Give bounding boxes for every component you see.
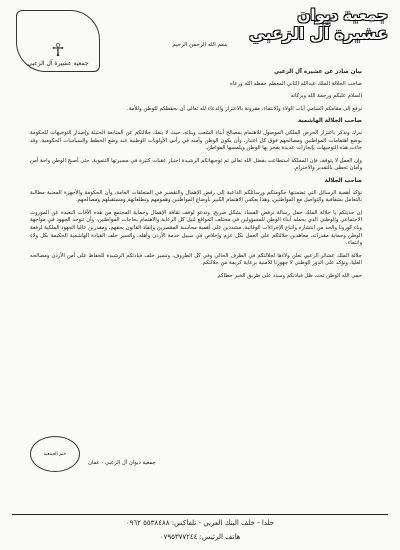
footer-divider [12,514,388,515]
paragraph-6: جلالة الملك عشائر الزعبي تعلن ولاءها لجلالتكم في الظرف الحالي وفي كل الظروف، وتسير خلف قيادتكم الرشيدة للحفاظ على أمن الأردن ومصالحه العليا، وتؤكد على الدور الوطني لا جهوزنا للأمنية برعاية كريمة من جلالتكم. [30,252,362,267]
letterhead-footer [12,516,388,544]
heading-1: صاحب الجلالة الهاشمية [298,118,362,125]
logo-emblem-icon: ☥ [51,40,65,61]
association-stamp [30,436,80,472]
paragraph-3: وإن العمل لا يتوقف فإن المملكة استطاعت بفضل الله تعالى ثم توجيهاتكم الرشيدة اجتياز عقبات كثيرة في مسيرتها التنموية، حتى أصبح الوطن واحة أمن وأمان تحظى بالتقدير والاحترام. [30,157,362,172]
logo-caption: جمعية عشيرة آل الزعبي [27,60,89,67]
paragraph-2: نبرك ونذكر باعتزاز الحرص الملكي الموصول للاهتمام بمصالح أبناء الشعب وبنائه، حيث لا ينفك جلالتكم عن المتابعة الحثيثة وإصدار التوجيهات للحكومة بوضع اهتمامات المواطنين ومصالحهم فوق كل اعتبار، وأن يكون الوطن وأمنه في رأس الأولويات الوطنية عند وضع الخطط والسياسات الحكومية، وقد جاءت هذه التوجيهات بإنجازات عديدة يفخر بها الوطن ويلمسها المواطن. [30,129,362,152]
letterhead-line-2: عشيرة آل الزعبي [249,24,388,43]
letter-body [30,66,362,285]
closing-line: حمى الله الوطن تحت ظل قيادتكم وسدد على طريق الخير خطاكم [217,272,362,279]
paragraph-4: نؤكد أهمية الرسائل التي تضمنتها حكومتكم ورسائلكم الداعية إلى رفض الإهمال والتقصير في المتعلقات العامة، وأن الحكومة والأجهزة المعنية مطالبة بالتعامل بشفافية والتواصل مع المواطنين، وهذا يعكس الاهتمام الكبير بأوضاع المواطنين وهمومهم وتطلعاتهم ومستقبلهم ومصالحهم. [30,189,362,204]
paragraph-1: نرفع إلى مقامكم السامي آيات الولاء والانتماء، مقرونة بالاعتزاز والدعاء لله تعالى أن يحفظكم للوطن وللأمة. [127,105,362,112]
statement-title: بيان صادر عن عشيرة آل الزعبي [273,69,362,75]
footer-address: خلدا - خلف البنك العربي - تلفاكس: ٥٥٣٨٤٨٨ ٠٩٦٢ [125,519,275,527]
stamp-text: ختم الجمعية [43,451,67,457]
basmala: بسم الله الرحمن الرحيم [172,42,228,48]
paragraph-5: إن حديثكم يا جلالة الملك حمل رسالة ترفض الفساد بشكل صريح، وتدعو لوقف ثقافة الإهمال وحماية المجتمع من هذه الآفات البعيدة عن الموروث الاجتماعي والوطني الذي يحمله أبناء الوطن للمسؤولين في مختلف المواقع لنيل كل الرعاية والاهتمام بحاجات المواطنين، وأن تتوحد الجهود في مواجهة وباء كورونا والحد من انتشاره واتباع الإجراءات الوقائية، مشددين على أهمية محاسبة المقصرين وإنفاذ القانون بحقهم، ومقدرين عاليا الجهود الملكية لرفعة الوطن وحماية مقدراته، معاهدين جلالتكم على العمل بكل عزم وإخلاص في سبيل خدمة الأردن وأهله، والسير خلف القيادة الهاشمية الحكيمة بكل ولاء وانتماء. [30,209,362,247]
signature-line: جمعية ديوان آل الزعبي - عمان [88,460,156,466]
addressee: صاحب الجلالة الملك عبدالله الثاني المعظم حفظه الله ورعاه [229,80,362,87]
letterhead-line-1: جمعية ديوان [297,6,388,24]
association-logo [16,10,100,72]
letterhead-title [249,6,388,44]
heading-2: صاحب الجلالة [324,177,362,184]
greeting: السلام عليكم ورحمة الله وبركاته [290,93,362,100]
footer-phone: هاتف الرئيس: ٠٧٩٥٣٧٧٢٤٤ [159,533,241,541]
